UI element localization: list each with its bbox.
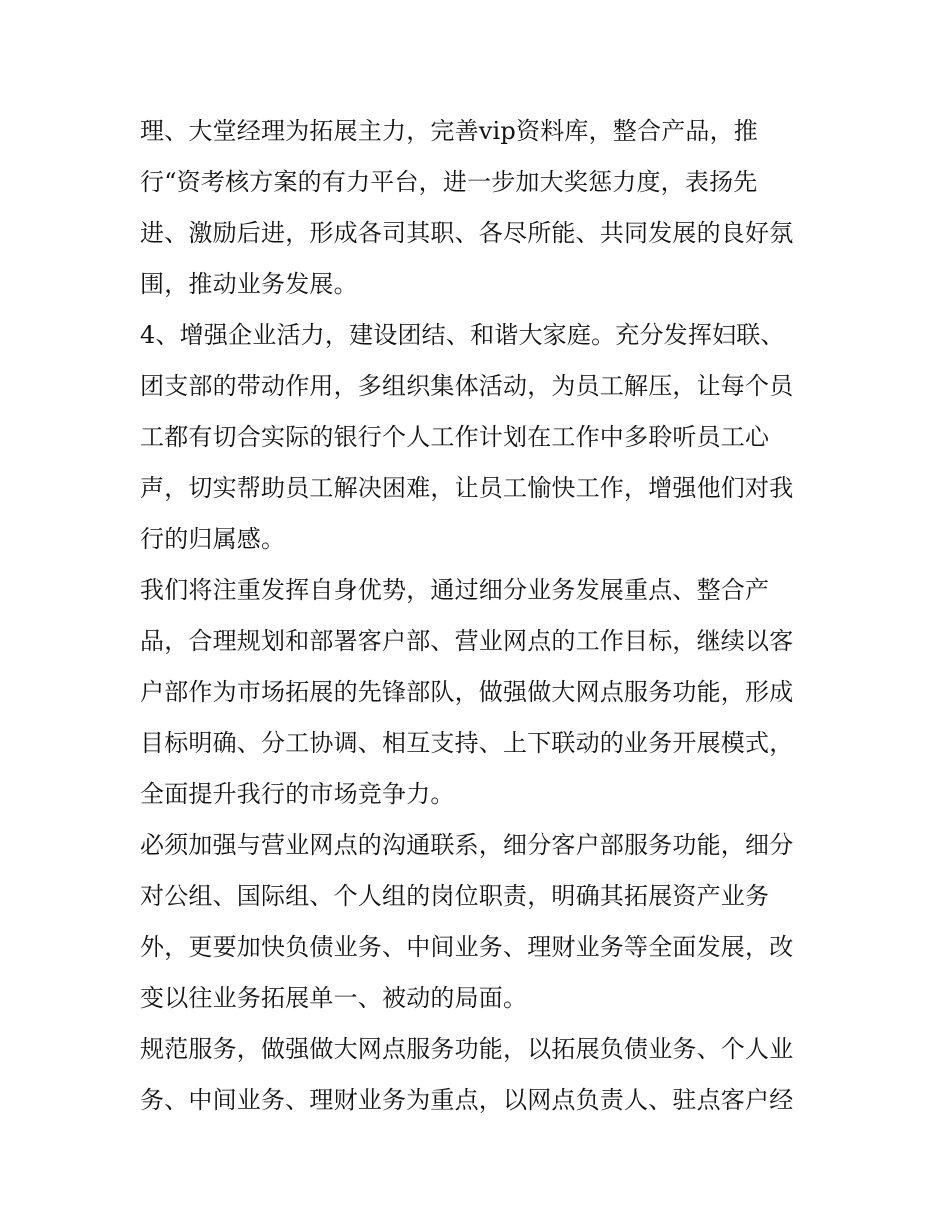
text-line: 4、增强企业活力，建设团结、和谐大家庭。充分发挥妇联、 bbox=[140, 321, 785, 349]
text-line: 目标明确、分工协调、相互支持、上下联动的业务开展模式， bbox=[140, 729, 794, 757]
text-line: 声，切实帮助员工解决困难，让员工愉快工作，增强他们对我 bbox=[140, 474, 794, 502]
document-body bbox=[140, 106, 820, 1126]
text-line: 全面提升我行的市场竞争力。 bbox=[140, 780, 455, 808]
text-line: 理、大堂经理为拓展主力，完善vip资料库，整合产品，推 bbox=[140, 117, 758, 145]
text-line: 户部作为市场拓展的先锋部队，做强做大网点服务功能，形成 bbox=[140, 678, 794, 706]
text-line: 行的归属感。 bbox=[140, 525, 286, 553]
text-line: 对公组、国际组、个人组的岗位职责，明确其拓展资产业务 bbox=[140, 882, 770, 910]
text-line: 变以往业务拓展单一、被动的局面。 bbox=[140, 984, 528, 1012]
text-line: 工都有切合实际的银行个人工作计划在工作中多聆听员工心 bbox=[140, 423, 770, 451]
text-line: 围，推动业务发展。 bbox=[140, 270, 358, 298]
text-line: 进、激励后进，形成各司其职、各尽所能、共同发展的良好氛 bbox=[140, 219, 794, 247]
text-line: 我们将注重发挥自身优势，通过细分业务发展重点、整合产 bbox=[140, 576, 770, 604]
text-line: 务、中间业务、理财业务为重点，以网点负责人、驻点客户经 bbox=[140, 1086, 794, 1114]
text-line: 行“资考核方案的有力平台，进一步加大奖惩力度，表扬先 bbox=[140, 168, 758, 196]
text-line: 外，更要加快负债业务、中间业务、理财业务等全面发展，改 bbox=[140, 933, 794, 961]
text-line: 团支部的带动作用，多组织集体活动，为员工解压，让每个员 bbox=[140, 372, 794, 400]
text-line: 规范服务，做强做大网点服务功能，以拓展负债业务、个人业 bbox=[140, 1035, 794, 1063]
text-line: 必须加强与营业网点的沟通联系，细分客户部服务功能，细分 bbox=[140, 831, 794, 859]
text-line: 品，合理规划和部署客户部、营业网点的工作目标，继续以客 bbox=[140, 627, 794, 655]
